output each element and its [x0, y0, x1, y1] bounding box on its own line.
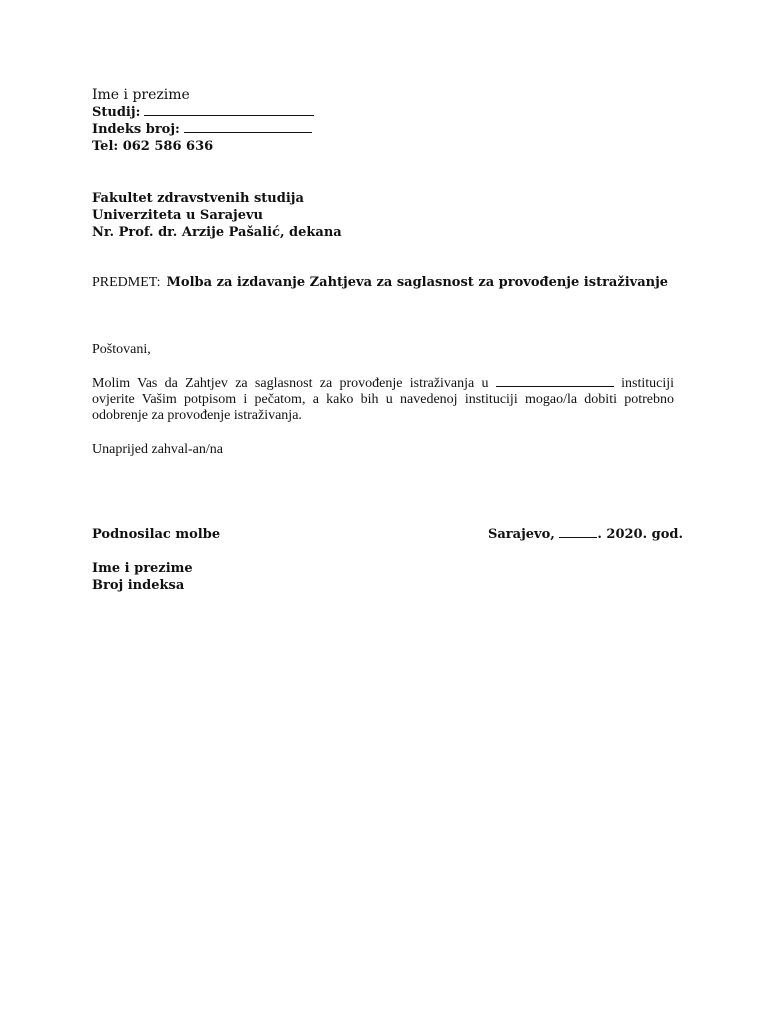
recipient-line-3: Nr. Prof. dr. Arzije Pašalić, dekana [92, 225, 342, 240]
recipient-line-2: Univerziteta u Sarajevu [92, 208, 263, 223]
subject-label: PREDMET: [92, 275, 161, 290]
sender-study-row [92, 104, 314, 121]
recipient-block [92, 190, 342, 241]
sender-block [92, 87, 314, 155]
sender-index-row [92, 121, 314, 138]
subject-line [92, 274, 682, 291]
recipient-line-1: Fakultet zdravstvenih studija [92, 191, 304, 206]
study-blank-line [144, 104, 314, 116]
sender-name-label: Ime i prezime [92, 87, 190, 103]
place-date [488, 526, 683, 543]
signature-left [92, 526, 220, 543]
greeting: Poštovani, [92, 342, 151, 357]
request-paragraph [92, 375, 674, 424]
sender-study-label: Studij: [92, 105, 141, 120]
request-text-part-2: instituciji ovjerite Vašim potpisom i pečatom, a kako bih u navedenoj instituciji mogao/la dobiti potrebno odobrenje za provođenje istraživanja. [92, 376, 675, 423]
institution-blank-line [496, 375, 614, 387]
date-blank-line [559, 526, 597, 538]
signature-details [92, 560, 193, 594]
index-blank-line [184, 121, 312, 133]
place-prefix: Sarajevo, [488, 527, 555, 542]
date-suffix: . 2020. god. [597, 527, 684, 542]
sender-phone: Tel: 062 586 636 [92, 139, 214, 154]
subject-text: Molba za izdavanje Zahtjeva za saglasnost za provođenje istraživanje [166, 275, 669, 290]
applicant-label: Podnosilac molbe [92, 527, 221, 542]
signature-name-label: Ime i prezime [92, 561, 193, 576]
thanks-line: Unaprijed zahval-an/na [92, 442, 223, 457]
signature-index-label: Broj indeksa [92, 578, 185, 593]
request-text-part-1: Molim Vas da Zahtjev za saglasnost za provođenje istraživanja u [92, 376, 489, 391]
sender-index-label: Indeks broj: [92, 122, 180, 137]
